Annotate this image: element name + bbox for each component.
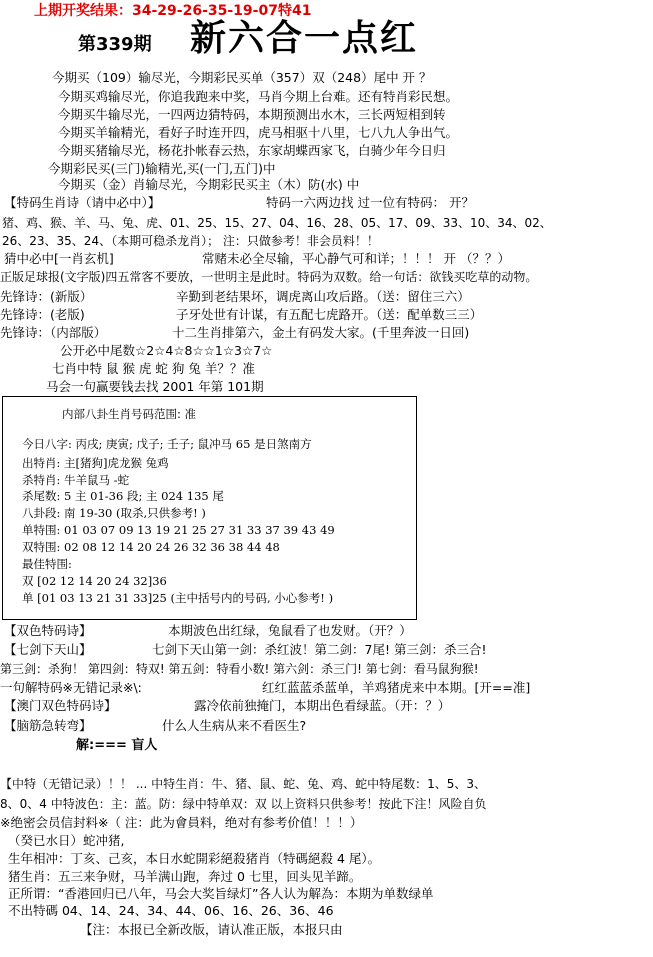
intro-line-2: 今期买鸡输尽光，你追我跑来中奖，马肖今期上台难。还有特肖彩民想。: [58, 89, 459, 104]
answer-line: 解:=== 盲人: [76, 738, 158, 753]
box-line-10: 单 [01 03 13 21 31 33]25 (主中括号内的号码, 小心参考! ): [22, 591, 334, 605]
mahui-line: 马会一句赢要钱去找 2001 年第 101期: [46, 379, 264, 394]
shuangse-text: 本期波色出红绿，兔鼠看了也发财。（开？）: [168, 623, 412, 638]
aomen-label: 【澳门双色特码诗】: [4, 698, 117, 713]
xianfeng-text-1: 辛勤到老结果坏，调虎离山攻后路。（送：留住三六）: [176, 289, 470, 304]
qijian-text: 七剑下天山第一剑：杀红波！第二剑：7尾! 第三剑：杀三合!: [152, 642, 487, 657]
mimi-head: ※绝密会员信封料※（ 注：此为會員料，绝对有参考价值！！！）: [0, 815, 363, 830]
caizhong-text: 常赌未必全尽输，平心静气可和详；！！！ 开 （？？）: [202, 251, 510, 266]
intro-line-1: 今期买（109）输尽光，今期彩民买单（357）双（248）尾中 开 ？: [52, 70, 432, 85]
teji-text: 特码一六两边找 过一位有特码： 开？: [266, 195, 474, 210]
footer-note: 【注：本报已全新改版，请认准正版，本报只由: [80, 922, 343, 937]
aomen-text: 露冷依前独掩门，本期出色看绿蓝。（开：？）: [194, 698, 451, 713]
intro-line-3: 今期买牛输尽光，一四两边猜特码，本期预测出水木，三长两短相到转: [58, 107, 446, 122]
issue-number: 第339期: [78, 34, 152, 55]
teji-row-2: 26、23、35、24、（本期可稳杀龙肖）； 注：只做参考！非会员料！！: [2, 234, 379, 248]
zhongte-line-1: 【中特（无错记录）！！ ... 中特生肖：牛、猪、鼠、蛇、兔、鸡、蛇中特尾数：1、5、3、: [0, 777, 486, 791]
mimi-line-2: 生年相冲：丁亥、己亥，本日水蛇開彩絕殺猪肖（特碼絕殺 4 尾）。: [8, 851, 381, 866]
jiete-text: 红红蓝蓝杀蓝单，羊鸡猪虎来中本期。[开==准]: [262, 680, 531, 695]
xianfeng-text-2: 子牙处世有计谋，有五配七虎路开。（送：配单数三三）: [176, 307, 483, 322]
intro-line-7: 今期买（金）肖输尽光，今期彩民买主（木）防(水) 中: [58, 177, 360, 192]
mimi-line-4: 正所谓：“香港回归已八年，马会大奖旨绿灯”各人认为解為：本期为单数绿单: [8, 886, 434, 901]
shuangse-label: 【双色特码诗】: [4, 623, 92, 638]
box-line-5: 八卦段: 南 19-30 (取杀,只供参考! ): [22, 506, 206, 520]
football-line: 正版足球报(文字版)四五常客不要放，一世明主是此时。特码为双数。给一句话：欲钱买吃草的动物。: [0, 270, 538, 284]
caizhong-label: 猜中必中[一肖玄机]: [4, 251, 114, 266]
box-line-1: 今日八字: 丙戌; 庚寅; 戊子; 壬子; 鼠冲马 65 是日煞南方: [22, 437, 312, 451]
box-line-2: 出特肖: 主[猪狗]虎龙猴 兔鸡: [22, 456, 169, 470]
box-title: 内部八卦生肖号码范围: 准: [62, 407, 197, 421]
box-line-3: 杀特肖: 牛羊鼠马 -蛇: [22, 473, 130, 487]
jiete-label: 一句解特码※无错记录※\:: [0, 680, 142, 695]
xianfeng-label-1: 先锋诗：(新版）: [0, 289, 93, 304]
weishu-line: 公开必中尾数☆2☆4☆8☆☆1☆3☆7☆: [60, 343, 273, 358]
teji-head: 【特码生肖诗（请中必中）】: [4, 195, 161, 210]
naojin-label: 【脑筋急转弯】: [4, 718, 92, 733]
box-line-8: 最佳特围:: [22, 557, 72, 571]
mimi-line-5: 不出特碼 04、14、24、34、44、06、16、26、36、46: [8, 903, 334, 918]
qijian-line-2: 第三剑：杀狗！ 第四剑：特双! 第五剑：特看小数! 第六剑：杀三门! 第七剑：看马鼠狗猴!: [0, 662, 479, 676]
teji-row-1: 猪、鸡、猴、羊、马、兔、虎、01、25、15、27、04、16、28、05、17、09、33、10、34、02、: [2, 216, 552, 230]
intro-line-4: 今期买羊输精光，看好子时连开四，虎马相驱十八里，七八九人争出气。: [58, 125, 459, 140]
page-title: 新六合一点红: [190, 17, 419, 59]
intro-line-5: 今期买猪输尽光，杨花扑帐春云热，东家胡蝶西家飞，白骑少年今日归: [58, 143, 446, 158]
qijian-label: 【七剑下天山】: [4, 642, 92, 657]
xianfeng-label-2: 先锋诗：(老版): [0, 307, 85, 322]
box-line-9: 双 [02 12 14 20 24 32]36: [22, 574, 167, 588]
mimi-line-1: （癸已水日）蛇冲猪,: [8, 833, 125, 848]
xianfeng-text-3: 十二生肖排第六，金土有码发大家。(千里奔波一日回): [172, 325, 470, 340]
mimi-line-3: 猪生肖：五三来争财，马羊满山跑，奔过 0 七里，回头见羊蹄。: [8, 869, 362, 884]
last-result: 上期开奖结果：34-29-26-35-19-07特41: [34, 3, 312, 19]
box-line-4: 杀尾数: 5 主 01-36 段; 主 024 135 尾: [22, 489, 224, 503]
naojin-text: 什么人生病从来不看医生?: [162, 718, 307, 733]
xianfeng-label-3: 先锋诗：（内部版）: [0, 325, 107, 340]
qixiao-line: 七肖中特 鼠 猴 虎 蛇 狗 兔 羊？？准: [52, 361, 255, 376]
intro-line-6: 今期彩民买(三门)输精光,买(一门,五门)中: [48, 161, 276, 176]
zhongte-line-2: 8、0、4 中特波色：主：蓝。防：绿中特单双：双 以上资料只供参考！按此下注！风险自负: [0, 797, 487, 811]
box-line-6: 单特围: 01 03 07 09 13 19 21 25 27 31 33 37 39 43 49: [22, 523, 335, 537]
box-line-7: 双特围: 02 08 12 14 20 24 26 32 36 38 44 48: [22, 540, 280, 554]
